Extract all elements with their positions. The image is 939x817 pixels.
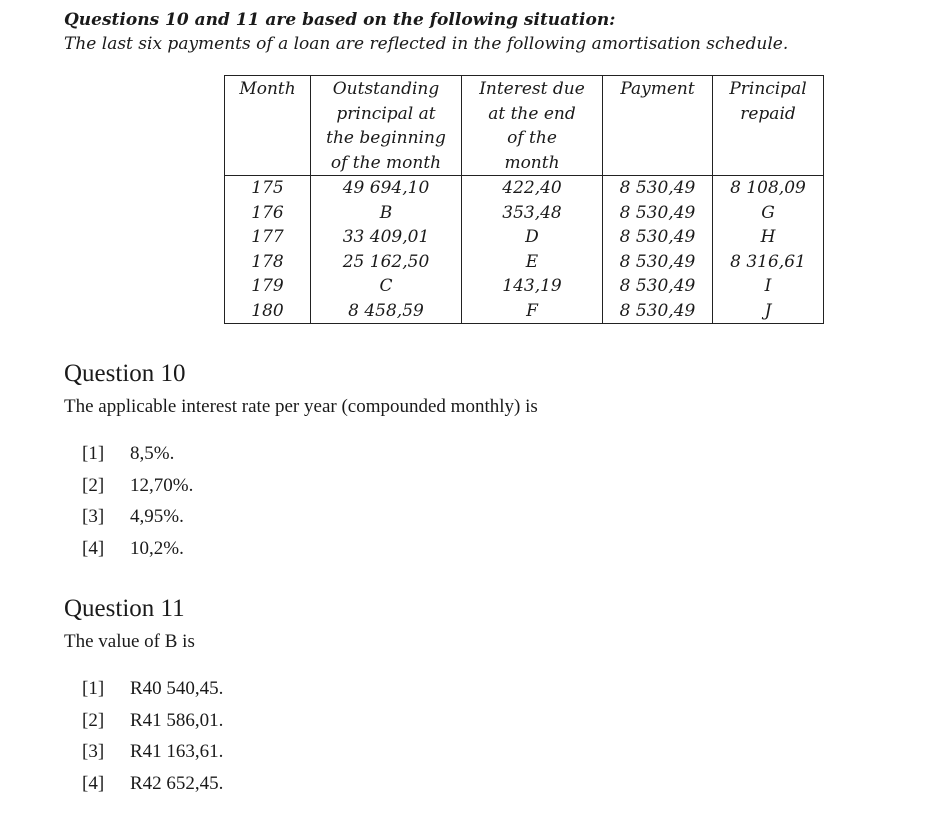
question-10 <box>64 358 864 564</box>
cell-payment: 8 530,49 <box>603 250 713 275</box>
cell-payment: 8 530,49 <box>603 299 713 324</box>
option-text: 10,2%. <box>130 537 184 559</box>
cell-interest: E <box>462 250 603 275</box>
header-month: Month <box>225 76 311 176</box>
intro-text: The last six payments of a loan are reflected in the following amortisation schedule. <box>64 34 789 54</box>
cell-payment: 8 530,49 <box>603 176 713 201</box>
header-principal-repaid: Principal repaid <box>713 76 824 176</box>
table-row <box>225 250 824 275</box>
cell-interest: 353,48 <box>462 201 603 226</box>
question-title: Question 11 <box>64 595 185 622</box>
option-number: [2] <box>82 474 105 496</box>
cell-principal: 8 108,09 <box>713 176 824 201</box>
amortisation-table <box>224 75 824 324</box>
cell-month: 178 <box>225 250 311 275</box>
cell-interest: 143,19 <box>462 274 603 299</box>
question-text: The applicable interest rate per year (compounded monthly) is <box>64 396 538 417</box>
cell-payment: 8 530,49 <box>603 201 713 226</box>
answer-option[interactable] <box>82 533 864 565</box>
question-11 <box>64 593 864 799</box>
answer-option[interactable] <box>82 470 864 502</box>
intro <box>64 8 924 56</box>
option-text: 8,5%. <box>130 443 175 464</box>
intro-heading: Questions 10 and 11 are based on the following situation: <box>64 10 616 30</box>
cell-month: 180 <box>225 299 311 324</box>
header-interest-due: Interest due at the end of the month <box>462 76 603 176</box>
option-number: [4] <box>82 772 105 794</box>
cell-principal: 8 316,61 <box>713 250 824 275</box>
table-row <box>225 299 824 324</box>
table-row <box>225 274 824 299</box>
option-number: [1] <box>82 678 105 699</box>
answer-option[interactable] <box>82 438 864 470</box>
cell-payment: 8 530,49 <box>603 274 713 299</box>
table-row <box>225 176 824 201</box>
cell-outstanding: 49 694,10 <box>311 176 462 201</box>
table-header-row <box>225 76 824 176</box>
answer-option[interactable] <box>82 705 864 737</box>
cell-payment: 8 530,49 <box>603 225 713 250</box>
question-title: Question 10 <box>64 360 186 387</box>
cell-outstanding: 25 162,50 <box>311 250 462 275</box>
answer-option[interactable] <box>82 768 864 800</box>
cell-month: 176 <box>225 201 311 226</box>
cell-interest: D <box>462 225 603 250</box>
option-text: R41 586,01. <box>130 709 224 731</box>
option-number: [1] <box>82 443 105 464</box>
cell-outstanding: C <box>311 274 462 299</box>
cell-outstanding: 33 409,01 <box>311 225 462 250</box>
cell-principal: G <box>713 201 824 226</box>
option-text: R40 540,45. <box>130 678 224 699</box>
cell-principal: H <box>713 225 824 250</box>
table-row <box>225 201 824 226</box>
header-payment: Payment <box>603 76 713 176</box>
answer-option[interactable] <box>82 673 864 705</box>
cell-interest: F <box>462 299 603 324</box>
cell-interest: 422,40 <box>462 176 603 201</box>
header-outstanding-principal: Outstanding principal at the beginning of the month <box>311 76 462 176</box>
option-number: [2] <box>82 709 105 731</box>
answer-options <box>64 673 864 799</box>
option-number: [3] <box>82 506 105 527</box>
answer-option[interactable] <box>82 736 864 768</box>
question-text: The value of B is <box>64 631 195 652</box>
answer-options <box>64 438 864 564</box>
option-text: R41 163,61. <box>130 741 224 762</box>
table-row <box>225 225 824 250</box>
cell-month: 177 <box>225 225 311 250</box>
cell-outstanding: B <box>311 201 462 226</box>
cell-principal: I <box>713 274 824 299</box>
option-text: 12,70%. <box>130 474 194 496</box>
cell-month: 175 <box>225 176 311 201</box>
option-text: R42 652,45. <box>130 772 224 794</box>
option-number: [3] <box>82 741 105 762</box>
cell-month: 179 <box>225 274 311 299</box>
option-text: 4,95%. <box>130 506 184 527</box>
cell-principal: J <box>713 299 824 324</box>
cell-outstanding: 8 458,59 <box>311 299 462 324</box>
option-number: [4] <box>82 537 105 559</box>
answer-option[interactable] <box>82 501 864 533</box>
